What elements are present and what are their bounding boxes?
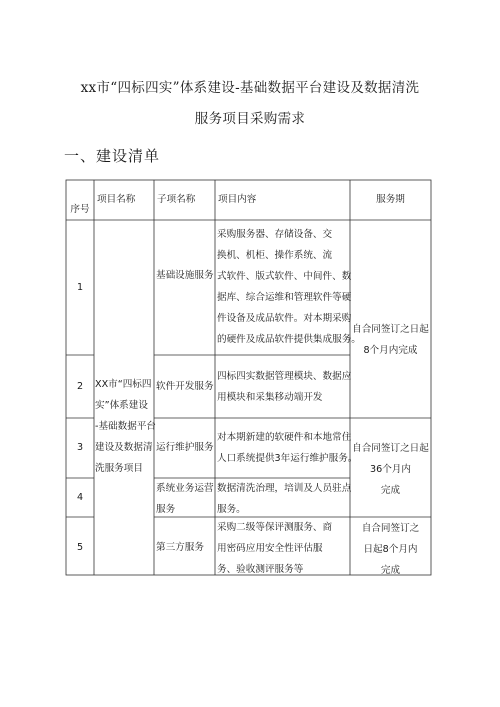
project-name-line: -基础数据平台 (95, 421, 157, 432)
row-4-no: 4 (76, 492, 84, 503)
row-5-sub-name: 第三方服务 (156, 542, 204, 553)
row-4-sub-name-line: 服务 (156, 504, 176, 515)
project-name-line: XX市“四标四 (95, 379, 152, 390)
header-sub-name: 子项名称 (157, 194, 196, 205)
project-name-line: 建设及数据清 (95, 442, 153, 453)
header-no: 序号 (70, 204, 90, 215)
header-service-period: 服务期 (376, 194, 405, 205)
row-2-sub-name: 软件开发服务 (156, 381, 214, 392)
row-1-no: 1 (76, 282, 84, 293)
service-period-group-3 (350, 518, 431, 581)
service-period-group-1 (350, 319, 431, 361)
row-3-sub-name: 运行维护服务 (156, 442, 214, 453)
service-period-line: 自合同签订之日起 (352, 443, 429, 454)
content-line: 的硬件及成品软件提供集成服务。 (217, 334, 361, 345)
content-line: 件设备及成品软件。对本期采购 (217, 313, 352, 324)
header-content: 项目内容 (218, 194, 257, 205)
header-project-name: 项目名称 (97, 194, 136, 205)
row-1-sub-name: 基础设施服务 (156, 270, 214, 281)
content-line: 采购二级等保评测服务、商 (217, 522, 333, 533)
row-2-content (217, 366, 351, 408)
content-line: 务、验收测评服务等 (217, 564, 304, 575)
row-5-no: 5 (76, 542, 84, 553)
service-period-line: 36个月内 (370, 464, 411, 475)
content-line: 换机、机柜、操作系统、流 (217, 250, 333, 261)
content-line: 用密码应用安全性评估服 (217, 543, 323, 554)
service-period-line: 自合同签订之 (361, 523, 420, 534)
content-line: 数据清洗治理，培训及人员驻点 (217, 483, 352, 494)
content-line: 采购服务器、存储设备、交 (217, 229, 333, 240)
project-name-cell (95, 374, 156, 479)
row-4-sub-name (156, 478, 214, 520)
content-line: 服务。 (217, 504, 246, 515)
project-name-line: 实”体系建设 (95, 400, 148, 411)
content-line: 用模块和采集移动端开发 (217, 392, 323, 403)
row-5-content (217, 517, 332, 580)
service-period-line: 自合同签订之日起 (352, 324, 429, 335)
row-2-no: 2 (76, 381, 84, 392)
service-period-line: 日起8个月内 (363, 544, 418, 555)
document-title-line-2: 服务项目采购需求 (194, 111, 306, 127)
row-3-no: 3 (76, 442, 84, 453)
content-line: 据库、综合运维和管理软件等硬 (217, 292, 352, 303)
section-heading: 一、建设清单 (64, 147, 161, 165)
row-4-sub-name-line: 系统业务运营 (156, 483, 214, 494)
row-4-content (217, 478, 351, 520)
project-name-line: 洗服务项目 (95, 463, 143, 474)
content-line: 人口系统提供3年运行维护服务。 (217, 453, 358, 464)
service-period-group-2 (350, 438, 431, 501)
service-period-line: 8个月内完成 (363, 345, 418, 356)
content-line: 四标四实数据管理模块、数据应 (217, 371, 352, 382)
content-line: 对本期新建的软硬件和本地常住 (217, 432, 352, 443)
service-period-line: 完成 (380, 485, 401, 496)
row-3-content (217, 427, 357, 469)
service-period-line: 完成 (380, 565, 401, 576)
document-title-line-1: xx市“四标四实”体系建设-基础数据平台建设及数据清洗 (80, 80, 420, 96)
content-line: 式软件、版式软件、中间件、数 (217, 271, 352, 282)
row-1-content (217, 224, 361, 350)
